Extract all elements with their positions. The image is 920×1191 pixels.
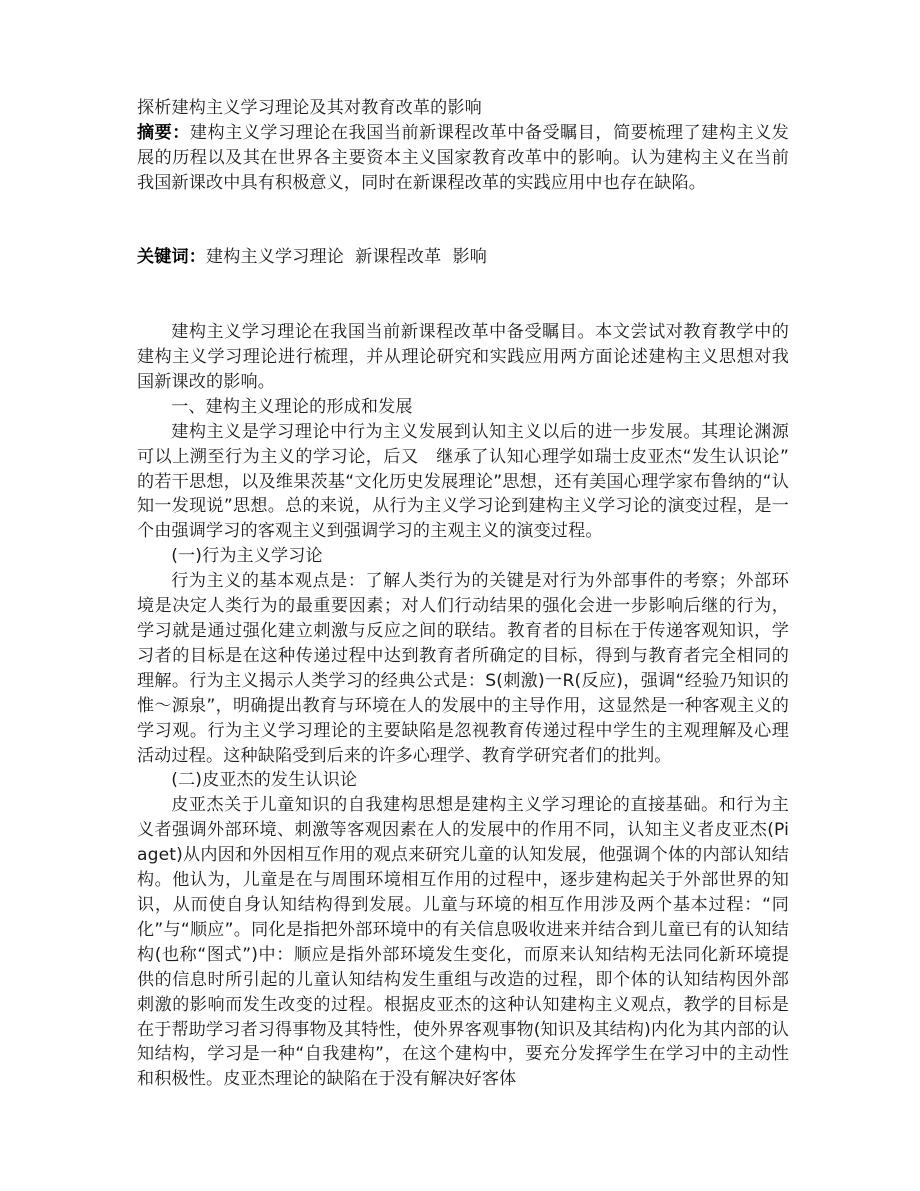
paragraph-piaget: 皮亚杰关于儿童知识的自我建构思想是建构主义学习理论的直接基础。和行为主义者强调外部环境、刺激等客观因素在人的发展中的作用不同，认知主义者皮亚杰(Piaget)从内因和外因相互作用的观点来研究儿童的认知发展，他强调个体的内部认知结构。他认为，儿童是在与周围环境相互作用的过程中，逐步建构起关于外部世界的知识，从而使自身认知结构得到发展。儿童与环境的相互作用涉及两个基本过程：“同化”与“顺应”。同化是指把外部环境中的有关信息吸收进来并结合到儿童已有的认知结构(也称“图式”)中：顺应是指外部环境发生变化，而原来认知结构无法同化新环境提供的信息时所引起的儿童认知结构发生重组与改造的过程，即个体的认知结构因外部刺激的影响而发生改变的过程。根据皮亚杰的这种认知建构主义观点，教学的目标是在于帮助学习者习得事物及其特性，使外界客观事物(知识及其结构)内化为其内部的认知结构，学习是一种“自我建构”，在这个建构中，要充分发挥学生在学习中的主动性和积极性。皮亚杰理论的缺陷在于没有解决好客体 — [137, 795, 789, 1090]
paragraph-origin: 建构主义是学习理论中行为主义发展到认知主义以后的进一步发展。其理论渊源可以上溯至行为主义的学习论，后又 继承了认知心理学如瑞士皮亚杰“发生认识论”的若干思想，以及维果茨基“文化历史发展理论”思想，还有美国心理学家布鲁纳的“认知一发现说”思想。总的来说，从行为主义学习论到建构主义学习论的演变过程，是一个由强调学习的客观主义到强调学习的主观主义的演变过程。 — [137, 421, 789, 542]
paragraph-intro: 建构主义学习理论在我国当前新课程改革中备受瞩目。本文尝试对教育教学中的建构主义学习理论进行梳理，并从理论研究和实践应用两方面论述建构主义思想对我国新课改的影响。 — [137, 322, 789, 392]
heading-section-1-1: (一)行为主义学习论 — [171, 546, 323, 567]
document-title: 探析建构主义学习理论及其对教育改革的影响 — [137, 98, 482, 118]
heading-section-1: 一、建构主义理论的形成和发展 — [171, 396, 413, 417]
document-body — [137, 96, 789, 1092]
abstract-block — [137, 121, 789, 196]
abstract-text: 建构主义学习理论在我国当前新课程改革中备受瞩目，简要梳理了建构主义发展的历程以及其在世界各主要资本主义国家教育改革中的影响。认为建构主义在当前我国新课改中具有积极意义，同时在新课程改革的实践应用中也存在缺陷。 — [137, 122, 789, 193]
keywords-label: 关键词： — [137, 247, 206, 268]
paragraph-behaviorism: 行为主义的基本观点是：了解人类行为的关键是对行为外部事件的考察；外部环境是决定人类行为的最重要因素；对人们行动结果的强化会进一步影响后继的行为，学习就是通过强化建立刺激与反应之间的联结。教育者的目标在于传递客观知识，学习者的目标是在这种传递过程中达到教育者所确定的目标，得到与教育者完全相同的理解。行为主义揭示人类学习的经典公式是：S(刺激)一R(反应)，强调“经验乃知识的惟～源泉”，明确提出教育与环境在人的发展中的主导作用，这显然是一种客观主义的学习观。行为主义学习理论的主要缺陷是忽视教育传递过程中学生的主观理解及心理活动过程。这种缺陷受到后来的许多心理学、教育学研究者们的批判。 — [137, 571, 789, 766]
heading-section-1-2: (二)皮亚杰的发生认识论 — [171, 770, 358, 791]
abstract-label: 摘要： — [137, 122, 190, 143]
spacer-before-body — [137, 270, 789, 320]
spacer-after-abstract — [137, 196, 789, 246]
keywords-block — [137, 245, 789, 270]
keywords-text: 建构主义学习理论 新课程改革 影响 — [205, 247, 487, 268]
